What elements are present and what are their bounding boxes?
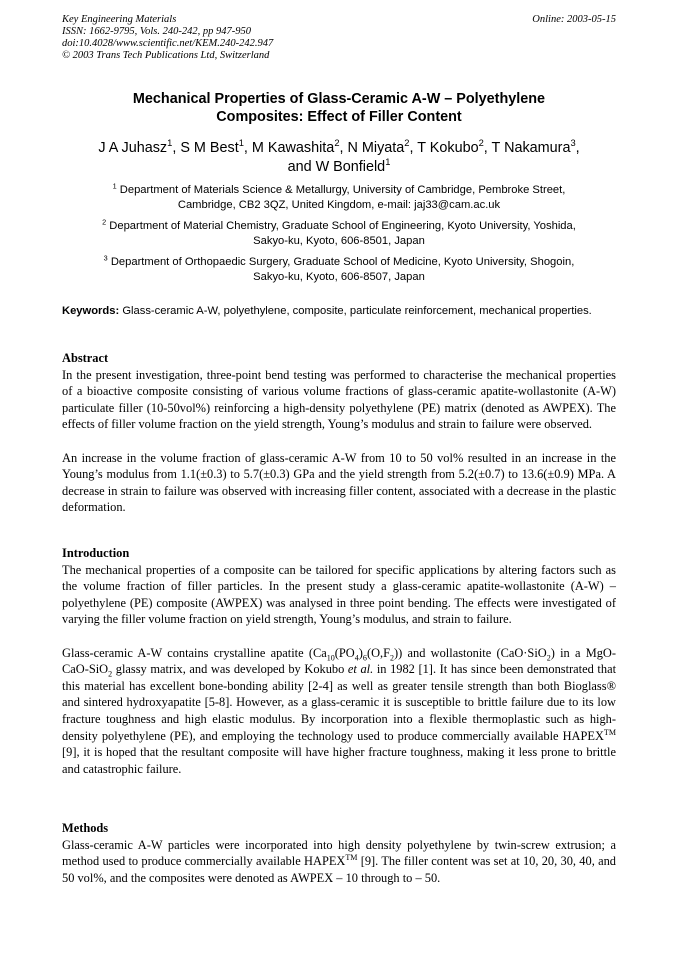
affiliation-line: Department of Orthopaedic Surgery, Graduate School of Medicine, Kyoto University, Shogoin, [110,256,575,268]
author-affil-mark: 2 [404,138,410,149]
methods-section [62,820,616,886]
journal-header [62,14,616,62]
methods-paragraph-1: Glass-ceramic A-W particles were incorporated into high density polyethylene by twin-screw extrusion; a method used to produce commercially available HAPEX™ [9]. The filler content was set at 10, 20, 30, 40, and 50 vol%, and the composites were denoted as AWPEX – 10 through to – 50. [62,837,616,885]
affiliation-line: Sakyo-ku, Kyoto, 606-8507, Japan [253,271,425,283]
author-affil-mark: 1 [167,138,173,149]
author-affil-mark: 2 [334,138,340,149]
doi-line: doi:10.4028/www.scientific.net/KEM.240-242.947 [62,38,274,49]
introduction-paragraph-1: The mechanical properties of a composite can be tailored for specific applications by altering factors such as the volume fraction of filler particles. In the present study a glass-ceramic apatite-wollastonite (A-W) – polyethylene (PE) composite (AWPEX) was analysed in three point bending. The effects were investigated of varying the filler volume fraction on yield strength, Young’s modulus, and strain to failure. [62,562,616,627]
affiliation-line: Sakyo-ku, Kyoto, 606-8501, Japan [253,235,425,247]
copyright-line: © 2003 Trans Tech Publications Ltd, Switzerland [62,50,270,61]
affiliation-2 [62,219,616,249]
paper-title [62,90,616,126]
abstract-paragraph-1: In the present investigation, three-point bend testing was performed to characterise the mechanical properties of a bioactive composite consisting of various volume fractions of glass-ceramic apatite-wollastonite (A-W) particulate filler (10-50vol%) reinforcing a high-density polyethylene (PE) matrix (denoted as AWPEX). The effects of filler volume fraction on the yield strength, Young’s modulus and strain to failure were observed. [62,367,616,432]
author-affil-mark: 1 [385,157,391,168]
title-line-1: Mechanical Properties of Glass-Ceramic A-W – Polyethylene [132,91,546,107]
author: J A Juhasz [98,140,168,156]
issn-line: ISSN: 1662-9795, Vols. 240-242, pp 947-950 [62,26,251,37]
methods-heading: Methods [62,821,109,835]
introduction-paragraph-2: Glass-ceramic A-W contains crystalline apatite $(Ca_{10}(PO_4)_6(O,F_2))$ and wollastonite (CaO·SiO$_2$) in a MgO-CaO-SiO$_2$ glassy matrix, and was developed by Kokubo et al. in 1982 [1]. It has since been demonstrated that this material has excellent bone-bonding ability [2-4] as well as greater tensile strength than both Bioglass® and sintered hydroxyapatite [5-8]. However, as a glass-ceramic it is susceptible to brittle failure due to its low fracture toughness and high elastic modulus. By incorporation into a flexible thermoplastic such as high-density polyethylene (PE), and employing the technology used to produce commercially available HAPEX™ [9], it is hoped that the resultant composite will have higher fracture toughness, making it less prone to brittle and catastrophic failure. [62,645,617,776]
author-affil-mark: 2 [478,138,484,149]
affiliation-line: Cambridge, CB2 3QZ, United Kingdom, e-mail: jaj33@cam.ac.uk [177,199,501,211]
affiliation-3 [62,255,616,285]
affiliation-1 [62,183,616,213]
author-list: J A Juhasz$^1$, S M Best$^1$, M Kawashita$^2$, N Miyata$^2$, T Kokubo$^2$, T Nakamura$^3$, and W Bonfield$^1$ [98,138,580,175]
affiliation-number: 2 [102,217,107,227]
abstract-paragraph-2: An increase in the volume fraction of glass-ceramic A-W from 10 to 50 vol% resulted in an increase in the Young’s modulus from 1.1(±0.3) to 5.7(±0.3) GPa and the yield strength from 5.2(±0.7) to 13.6(±0.9) MPa. A decrease in strain to failure was observed with increasing filler content, associated with a decrease in the plastic deformation. [62,450,616,515]
affiliation-line: Department of Material Chemistry, Graduate School of Engineering, Kyoto University, Yoshida, [109,220,576,232]
author: T Kokubo [417,140,479,156]
keywords-label: Keywords: [62,305,120,317]
author: S M Best [180,140,239,156]
author: and W Bonfield [287,159,386,175]
author: N Miyata [347,140,405,156]
introduction-heading: Introduction [62,546,130,560]
author: T Nakamura [491,140,571,156]
keywords-text: Glass-ceramic A-W, polyethylene, composite, particulate reinforcement, mechanical properties. [122,305,592,317]
affiliation-number: 3 [103,253,108,263]
abstract-heading: Abstract [62,351,109,365]
affiliation-line: Department of Materials Science & Metallurgy, University of Cambridge, Pembroke Street, [119,184,566,196]
journal-name: Key Engineering Materials [62,14,177,25]
affiliation-number: 1 [112,181,117,191]
abstract-section [62,350,616,516]
introduction-section [62,545,616,777]
author-affil-mark: 1 [238,138,244,149]
keywords [62,303,616,319]
author-affil-mark: 3 [570,138,576,149]
author: M Kawashita [251,140,335,156]
title-line-2: Composites: Effect of Filler Content [216,109,462,125]
online-date: Online: 2003-05-15 [532,14,616,25]
